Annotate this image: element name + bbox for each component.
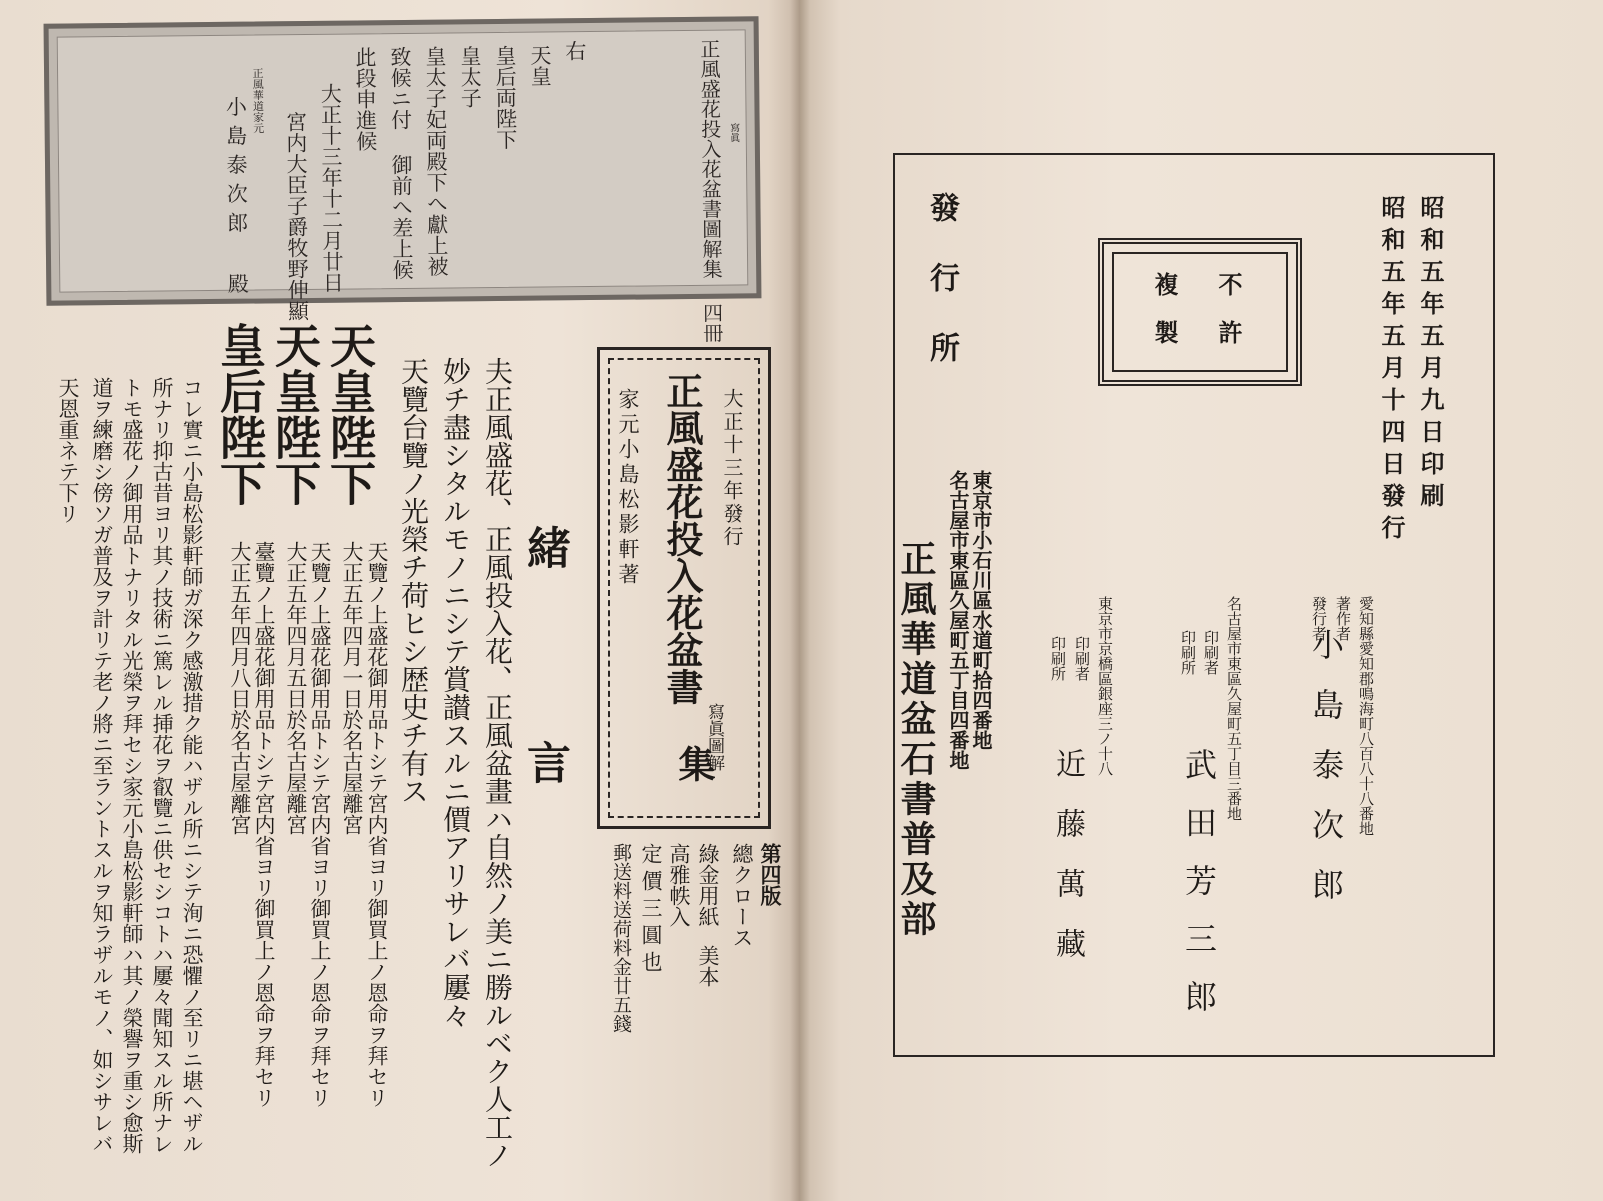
edition-postage: 郵送料送荷料金廿五錢 bbox=[610, 843, 632, 1033]
printer-address: 名古屋市東區久屋町五丁目三番地 bbox=[1225, 596, 1243, 821]
tokyo-printshop-role: 印刷所 bbox=[1049, 636, 1067, 681]
colophon-issued-date: 昭和五年五月十四日發行 bbox=[1377, 195, 1406, 547]
office-address-nagoya: 名古屋市東區久屋町五丁目四番地 bbox=[946, 470, 970, 770]
edition-paper: 綠金用紙 bbox=[696, 843, 720, 927]
edition-price: 定價三圓也 bbox=[639, 843, 663, 978]
preface-line-2: 妙チ盡シタルモノニシテ賞讃スルニ價アリサレバ屢々 bbox=[439, 357, 472, 1029]
letter-facsimile bbox=[44, 16, 762, 343]
author-role: 著作者 bbox=[1334, 596, 1352, 641]
large-heading-3: 皇后陛下 bbox=[213, 322, 267, 506]
letter-notice: 此段申進候 bbox=[352, 46, 378, 152]
author-name: 小島泰次郎 bbox=[1307, 628, 1345, 928]
office-label: 發行所 bbox=[924, 192, 959, 402]
edition-beauty: 美本 bbox=[696, 945, 720, 987]
letter-date: 大正十三年十二月廿日 bbox=[318, 82, 345, 293]
printshop-role: 印刷所 bbox=[1179, 630, 1197, 675]
letter-facsimile-inner bbox=[57, 29, 749, 343]
stamp-inner bbox=[1112, 252, 1288, 372]
printer-role: 印刷者 bbox=[1202, 630, 1220, 675]
book-label-title-suffix-small: 寫眞圖解 bbox=[704, 703, 724, 771]
edition-case: 高雅帙入 bbox=[667, 843, 691, 927]
stamp-right-text: 不許 bbox=[1214, 272, 1243, 368]
tokyo-printer-name: 近藤萬藏 bbox=[1050, 748, 1085, 988]
closing-line-1: コレ實ニ小島松影軒師ガ深ク感激措ク能ハザル所ニシテ洵ニ恐懼ノ至リニ堪ヘザル bbox=[180, 377, 204, 1154]
letter-empress: 皇后両陛下 bbox=[492, 44, 518, 151]
letter-forward: 致候ニ付 御前へ差上候 bbox=[387, 45, 415, 281]
book-gutter bbox=[790, 0, 810, 1201]
large-heading-2: 天皇陛下 bbox=[268, 322, 322, 506]
large-heading-1: 天皇陛下 bbox=[323, 322, 377, 506]
preface-line-1: 夫正風盛花、正風投入花、正風盆畫ハ自然ノ美ニ勝ルベク人工ノ bbox=[481, 357, 514, 1169]
letter-recipient: 小島泰次郎 殿 bbox=[223, 95, 250, 302]
stamp-left-text: 複製 bbox=[1150, 272, 1179, 368]
closing-line-3: トモ盛花ノ御用品トナリタル光榮ヲ拜セシ家元小島松影軒師ハ其ノ榮譽ヲ重シ愈斯 bbox=[120, 377, 144, 1154]
office-name: 正風華道盆石書普及部 bbox=[895, 540, 937, 940]
closing-line-4: 道ヲ練磨シ傍ソガ普及ヲ計リテ老ノ將ニ至ラントスルヲ知ラザルモノ、如シサレバ bbox=[90, 377, 114, 1154]
office-address-tokyo: 東京市小石川區水道町拾四番地 bbox=[969, 470, 993, 750]
reproduction-prohibited-stamp bbox=[1098, 238, 1302, 386]
publisher-role: 發行者 bbox=[1310, 596, 1328, 641]
book-label-title-suffix: 集 bbox=[672, 745, 716, 782]
preface-line-3: 天覽台覽ノ光榮チ荷ヒシ歴史チ有ス bbox=[397, 357, 430, 805]
book-label-title: 正風盛花投入花盆書 bbox=[660, 372, 704, 705]
preface-heading: 緒 言 bbox=[519, 525, 570, 844]
closing-line-5: 天恩重ネテ下リ bbox=[56, 377, 80, 524]
edition-binding: 總クロース bbox=[730, 843, 754, 948]
letter-right-mark: 右 bbox=[562, 40, 587, 62]
edition-number: 第四版 bbox=[758, 843, 783, 906]
author-address: 愛知縣愛知郡鳴海町八百八十八番地 bbox=[1357, 596, 1375, 836]
book-label-year: 大正十三年發行 bbox=[720, 388, 744, 549]
closing-line-2: 所ナリ抑古昔ヨリ其ノ技術ニ篤レル挿花ヲ叡覽ニ供セシコトハ屢々聞知スル所ナレ bbox=[150, 377, 174, 1154]
left-page bbox=[0, 0, 800, 1201]
event-line-2: 大正五年四月一日於名古屋離宮 bbox=[340, 541, 364, 835]
event-line-5: 臺覽ノ上盛花御用品トシテ宮内省ヨリ御買上ノ恩命ヲ拜セリ bbox=[252, 541, 276, 1108]
event-line-4: 大正五年四月五日於名古屋離宮 bbox=[284, 541, 308, 835]
event-line-1: 天覽ノ上盛花御用品トシテ宮内省ヨリ御買上ノ恩命ヲ拜セリ bbox=[365, 541, 389, 1108]
letter-title: 正風盛花投入花盆書圖解集 四冊 bbox=[696, 38, 724, 343]
letter-emperor: 天皇 bbox=[527, 44, 553, 87]
letter-title-note: 寫眞 bbox=[727, 122, 739, 143]
tokyo-printer-role: 印刷者 bbox=[1073, 636, 1091, 681]
tokyo-address: 東京市京橋區銀座三ノ十八 bbox=[1096, 596, 1114, 776]
book-label-author: 家元小島松影軒著 bbox=[616, 388, 640, 588]
letter-prince: 皇太子 bbox=[457, 45, 483, 109]
letter-sender: 宮内大臣子爵牧野伸顯 bbox=[283, 110, 310, 322]
letter-princess: 皇太子妃両殿下へ獻上被 bbox=[422, 45, 450, 277]
colophon-printed-date: 昭和五年五月九日印刷 bbox=[1416, 195, 1445, 515]
printer-name: 武田芳三郎 bbox=[1180, 748, 1218, 1038]
event-line-6: 大正五年四月八日於名古屋離宮 bbox=[228, 541, 252, 835]
event-line-3: 天覽ノ上盛花御用品トシテ宮内省ヨリ御買上ノ恩命ヲ拜セリ bbox=[308, 541, 332, 1108]
letter-recipient-note: 正風華道家元 bbox=[251, 67, 265, 134]
